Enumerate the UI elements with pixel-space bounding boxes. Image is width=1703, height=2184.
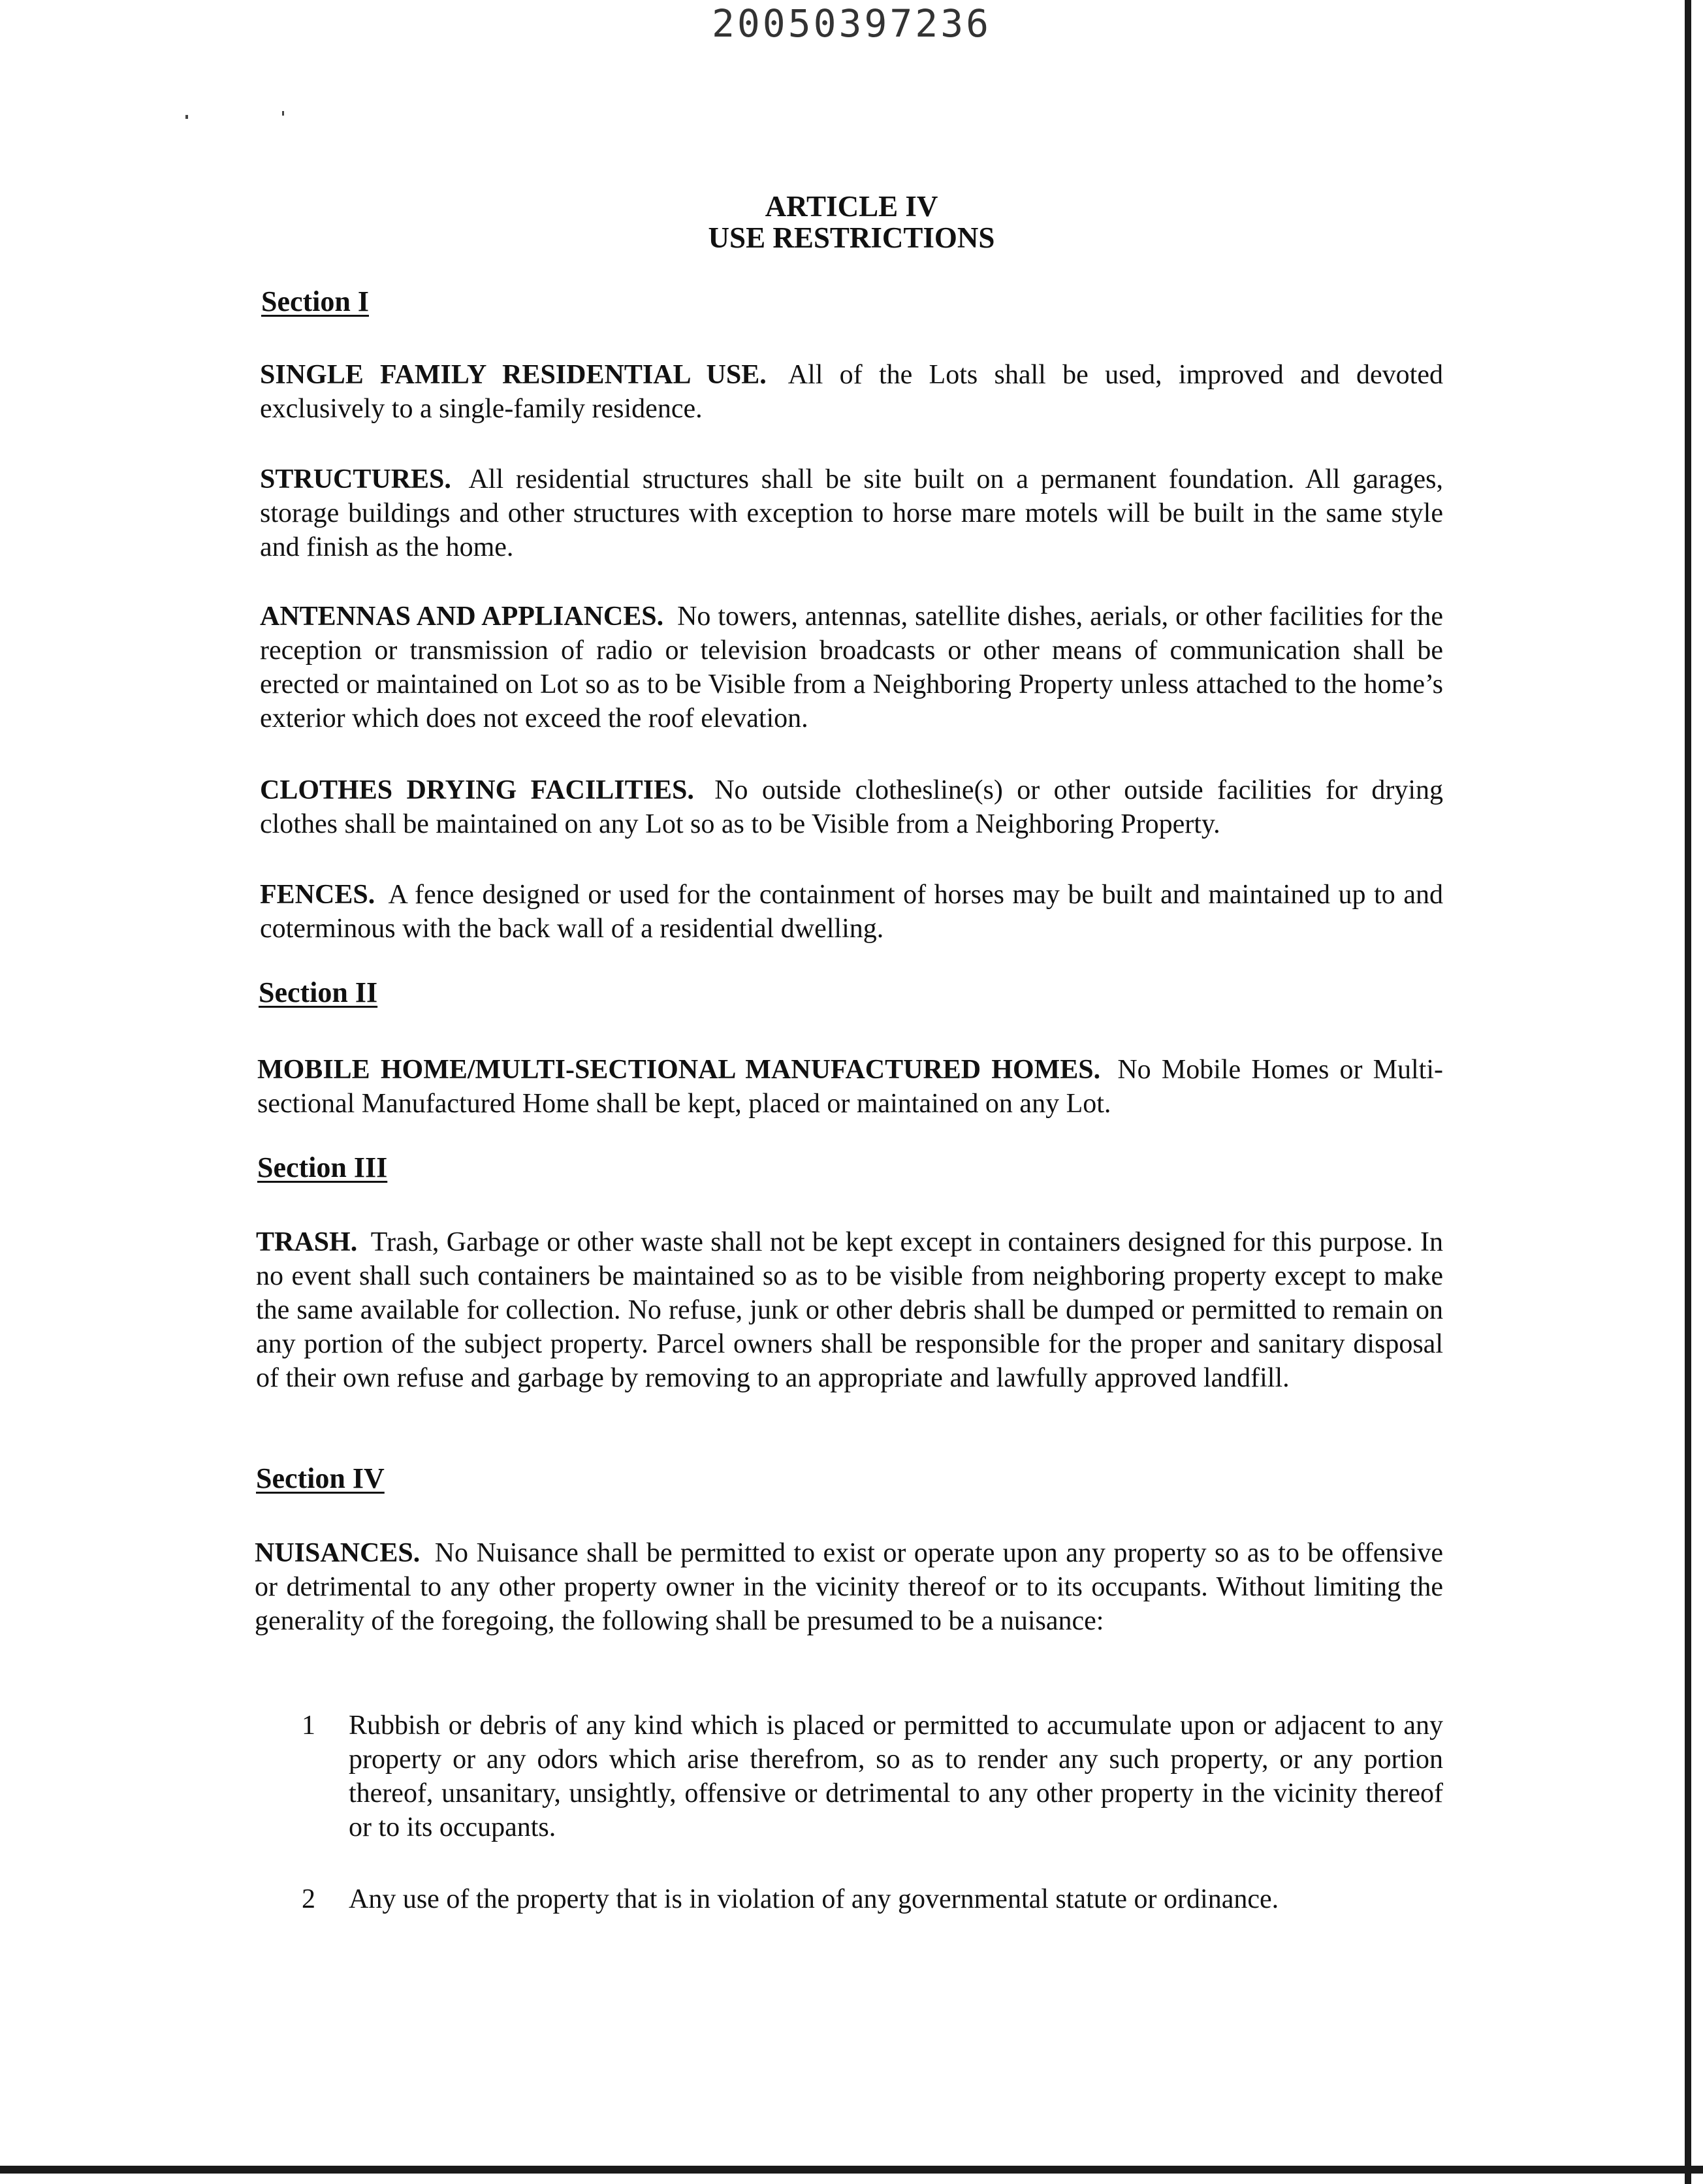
paragraph-clothes-drying [260, 773, 1443, 841]
paragraph-text: All residential structures shall be site built on a permanent foundation. All garages, storage buildings and other structures with exception to horse mare motels will be built in the same style and finish as the home. [260, 464, 1443, 562]
paragraph-text: No towers, antennas, satellite dishes, aerials, or other facilities for the reception or transmission of radio or television broadcasts or other means of communication shall be erected or maintained on Lot so as to be Visible from a Neighboring Property unless attached to the home’s exterior which does not exceed the roof elevation. [260, 602, 1444, 733]
document-number: 20050397236 [711, 1, 992, 46]
article-subtitle: USE RESTRICTIONS [708, 221, 995, 254]
paragraph-lead: FENCES. [260, 880, 375, 910]
paragraph-lead: CLOTHES DRYING FACILITIES. [260, 775, 694, 805]
list-item-number: 1 [302, 1710, 315, 1741]
paragraph-text: A fence designed or used for the containment of horses may be built and maintained up to and coterminous with the back wall of a residential dwelling. [260, 880, 1443, 944]
section-heading-1: Section I [261, 285, 369, 317]
scan-speck [185, 115, 188, 119]
paragraph-text: No Mobile Homes or Multi-sectional Manufactured Home shall be kept, placed or maintained on any Lot. [257, 1055, 1444, 1119]
paragraph-lead: NUISANCES. [255, 1538, 421, 1568]
scan-speck [282, 111, 284, 116]
list-item-number: 2 [302, 1884, 315, 1914]
list-item-text: Rubbish or debris of any kind which is placed or permitted to accumulate upon or adjacent to any property or any odors which arise therefrom, so as to render any such property, or any portion thereof, unsanitary, unsightly, offensive or detrimental to any other property in the vicinity thereof or to its occupants. [349, 1710, 1443, 1842]
paragraph-lead: STRUCTURES. [260, 464, 451, 494]
paragraph-mobile-homes [257, 1053, 1443, 1121]
section-heading-3: Section III [257, 1151, 388, 1183]
paragraph-fences [260, 878, 1443, 946]
paragraph-single-family [260, 358, 1443, 426]
paragraph-antennas [260, 600, 1443, 735]
section-heading-4: Section IV [256, 1462, 385, 1494]
article-title: ARTICLE IV [765, 190, 938, 223]
paragraph-lead: MOBILE HOME/MULTI-SECTIONAL MANUFACTURED HOMES. [257, 1055, 1101, 1085]
paragraph-lead: TRASH. [256, 1227, 358, 1257]
paragraph-structures [260, 462, 1443, 564]
paragraph-trash [256, 1225, 1443, 1395]
section-heading-2: Section II [259, 976, 378, 1008]
paragraph-text: No outside clothesline(s) or other outside facilities for drying clothes shall be maintained on any Lot so as to be Visible from a Neighboring Property. [260, 775, 1443, 839]
paragraph-nuisances [255, 1536, 1443, 1638]
paragraph-lead: SINGLE FAMILY RESIDENTIAL USE. [260, 360, 767, 390]
paragraph-text: All of the Lots shall be used, improved and devoted exclusively to a single-family residence. [260, 360, 1443, 424]
scan-border-right [1685, 0, 1691, 2184]
list-item-text: Any use of the property that is in violation of any governmental statute or ordinance. [349, 1884, 1279, 1914]
paragraph-text: No Nuisance shall be permitted to exist or operate upon any property so as to be offensive or detrimental to any other property owner in the vicinity thereof or to its occupants. Without limiting the generality of the foregoing, the following shall be presumed to be a nuisance: [255, 1538, 1443, 1636]
scan-border-bottom [0, 2166, 1703, 2174]
paragraph-lead: ANTENNAS AND APPLIANCES. [260, 602, 664, 632]
paragraph-text: Trash, Garbage or other waste shall not be kept except in containers designed for this purpose. In no event shall such containers be maintained so as to be visible from neighboring property except to make the same available for collection. No refuse, junk or other debris shall be dumped or permitted to remain on any portion of the subject property. Parcel owners shall be responsible for the proper and sanitary disposal of their own refuse and garbage by removing to an appropriate and lawfully approved landfill. [256, 1227, 1443, 1393]
